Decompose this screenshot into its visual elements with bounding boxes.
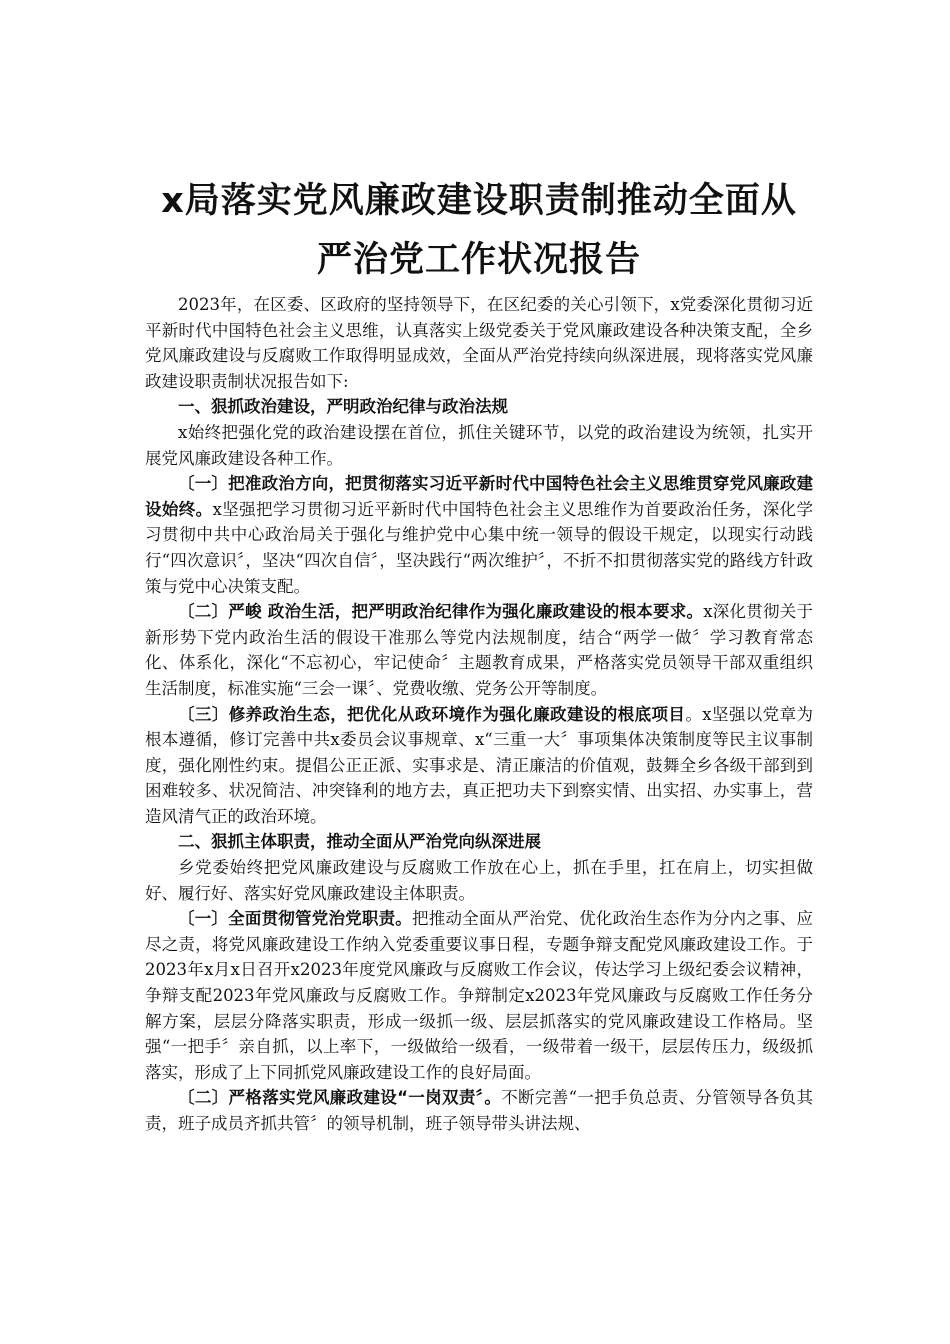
- section-1-item-3-body: 。x坚强以党章为根本遵循，修订完善中共x委员会议事规章、x“三重一大〞事项集体决策制度等民主议事制度，强化刚性约束。提倡公正正派、实事求是、清正廉洁的价值观，鼓舞全乡各级干部到到困难较多、状况简洁、冲突锋利的地方去，真正把功夫下到察实情、出实招、办实事上，营造风清气正的政治环境。: [145, 704, 814, 826]
- section-2-item-2-body: 不断完善“一把手负总责、分管领导各负其责，班子成员齐抓共管〞的领导机制，班子领导带头讲法规、: [145, 1088, 813, 1133]
- section-2-item-2-lead: 〔二〕严格落实党风廉政建设“一岗双责〞。: [178, 1088, 502, 1108]
- section-1-item-2-body: x深化贯彻关于新形势下党内政治生活的假设干准那么等党内法规制度，结合“两学一做〞学习教育常态化、体系化，深化“不忘初心，牢记使命〞主题教育成果，严格落实党员领导干部双重组织生活制度，标准实施“三会一课〞、党费收缴、党务公开等制度。: [145, 602, 813, 698]
- intro-paragraph: 2023年，在区委、区政府的坚持领导下，在区纪委的关心引领下，x党委深化贯彻习近平新时代中国特色社会主义思维，认真落实上级党委关于党风廉政建设各种决策支配，全乡党风廉政建设与反腐败工作取得明显成效，全面从严治党持续向纵深进展，现将落实党风廉政建设职责制状况报告如下:: [145, 295, 813, 391]
- document-title: [145, 172, 813, 290]
- title-line-2: 严治党工作状况报告: [316, 240, 641, 280]
- section-2-heading: 二、狠抓主体职责，推动全面从严治党向纵深进展: [178, 832, 541, 852]
- section-2-item-1: [145, 906, 813, 1085]
- section-2-item-1-body: 把推动全面从严治党、优化政治生态作为分内之事、应尽之责，将党风廉政建设工作纳入党委重要议事日程，专题争辩支配党风廉政建设工作。于2023年x月x日召开x2023年度党风廉政与反腐败工作会议，传达学习上级纪委会议精神，争辩支配2023年党风廉政与反腐败工作。争辩制定x2023年党风廉政与反腐败工作任务分解方案，层层分降落实职责，形成一级抓一级、层层抓落实的党风廉政建设工作格局。坚强“一把手〞亲自抓，以上率下，一级做给一级看，一级带着一级干，层层传压力，级级抓落实，形成了上下同抓党风廉政建设工作的良好局面。: [145, 909, 814, 1082]
- section-2-item-2: [145, 1085, 813, 1136]
- section-1-item-1: [145, 471, 813, 599]
- section-1-item-1-body: x坚强把学习贯彻习近平新时代中国特色社会主义思维作为首要政治任务，深化学习贯彻中共中心政治局关于强化与维护党中心集中统一领导的假设干规定，以现实行动践行“四次意识〞，坚决“四次自信〞，坚决践行“两次维护〞，不折不扣贯彻落实党的路线方针政策与党中心决策支配。: [145, 499, 813, 596]
- section-1-heading: 一、狠抓政治建设，严明政治纪律与政治法规: [178, 397, 508, 417]
- section-1-body: x始终把强化党的政治建设摆在首位，抓住关键环节，以党的政治建设为统领，扎实开展党风廉政建设各种工作。: [145, 422, 813, 468]
- document-content: [145, 172, 813, 1137]
- section-1-item-3: [145, 702, 813, 830]
- section-1-item-3-lead: 〔三〕修养政治生态，把优化从政环境作为强化廉政建设的根底项目: [178, 704, 686, 724]
- title-line-1: x局落实党风廉政建设职责制推动全面从: [161, 181, 797, 221]
- section-1-item-2: [145, 599, 813, 701]
- section-2-item-1-lead: 〔一〕全面贯彻管党治党职责。: [178, 909, 413, 929]
- section-2-body: 乡党委始终把党风廉政建设与反腐败工作放在心上，抓在手里，扛在肩上，切实担做好、履行好、落实好党风廉政建设主体职责。: [145, 858, 813, 903]
- section-1-item-2-lead: 〔二〕严峻 政治生活，把严明政治纪律作为强化廉政建设的根本要求。: [178, 602, 704, 622]
- section-1-item-1-lead: 〔一〕把准政治方向，把贯彻落实习近平新时代中国特色社会主义思维贯穿党风廉政建设始终。: [145, 474, 813, 519]
